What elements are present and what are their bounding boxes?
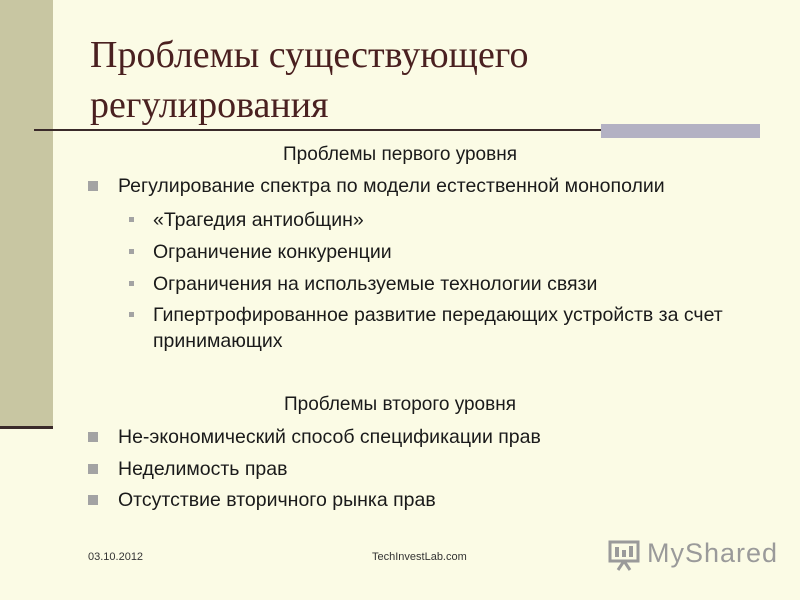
- watermark-text: MyShared: [647, 538, 779, 568]
- section1-subitem-text: Гипертрофированное развитие передающих устройств за счет принимающих: [153, 304, 723, 352]
- small-square-bullet-icon: [129, 249, 134, 254]
- section1-subitem-text: «Трагедия антиобщин»: [153, 209, 364, 231]
- title-accent-bar: [601, 124, 760, 138]
- small-square-bullet-icon: [129, 312, 134, 317]
- section2-item-text: Отсутствие вторичного рынка прав: [118, 489, 436, 511]
- section1-subitem-text: Ограничения на используемые технологии связи: [153, 273, 598, 295]
- section1-subitem: [153, 302, 763, 354]
- square-bullet-icon: [88, 432, 98, 442]
- left-decorative-bar: [0, 0, 53, 427]
- section1-item: [118, 175, 665, 198]
- section2-item-text: Не-экономический способ спецификации прав: [118, 426, 541, 448]
- section1-subitem: [153, 271, 763, 297]
- small-square-bullet-icon: [129, 217, 134, 222]
- section1-heading: Проблемы первого уровня: [283, 144, 517, 165]
- section2-item: [118, 489, 436, 512]
- section2-heading: Проблемы второго уровня: [284, 394, 516, 415]
- left-bar-divider: [0, 426, 53, 429]
- section1-subitem: [153, 239, 763, 265]
- section1-subitem: [153, 207, 763, 233]
- square-bullet-icon: [88, 181, 98, 191]
- myshared-watermark: [607, 536, 779, 572]
- section1-item-text: Регулирование спектра по модели естественной монополии: [118, 175, 665, 197]
- footer-date: 03.10.2012: [88, 551, 144, 563]
- section1-subitem-text: Ограничение конкуренции: [153, 241, 392, 263]
- section2-item-text: Неделимость прав: [118, 458, 288, 480]
- square-bullet-icon: [88, 495, 98, 505]
- presentation-board-icon: [607, 536, 643, 572]
- small-square-bullet-icon: [129, 281, 134, 286]
- slide-title: Проблемы существующего регулирования: [90, 34, 529, 126]
- square-bullet-icon: [88, 464, 98, 474]
- section2-item: [118, 458, 287, 481]
- footer-site: TechInvestLab.com: [372, 551, 467, 563]
- section2-item: [118, 426, 541, 449]
- title-divider: [34, 129, 601, 131]
